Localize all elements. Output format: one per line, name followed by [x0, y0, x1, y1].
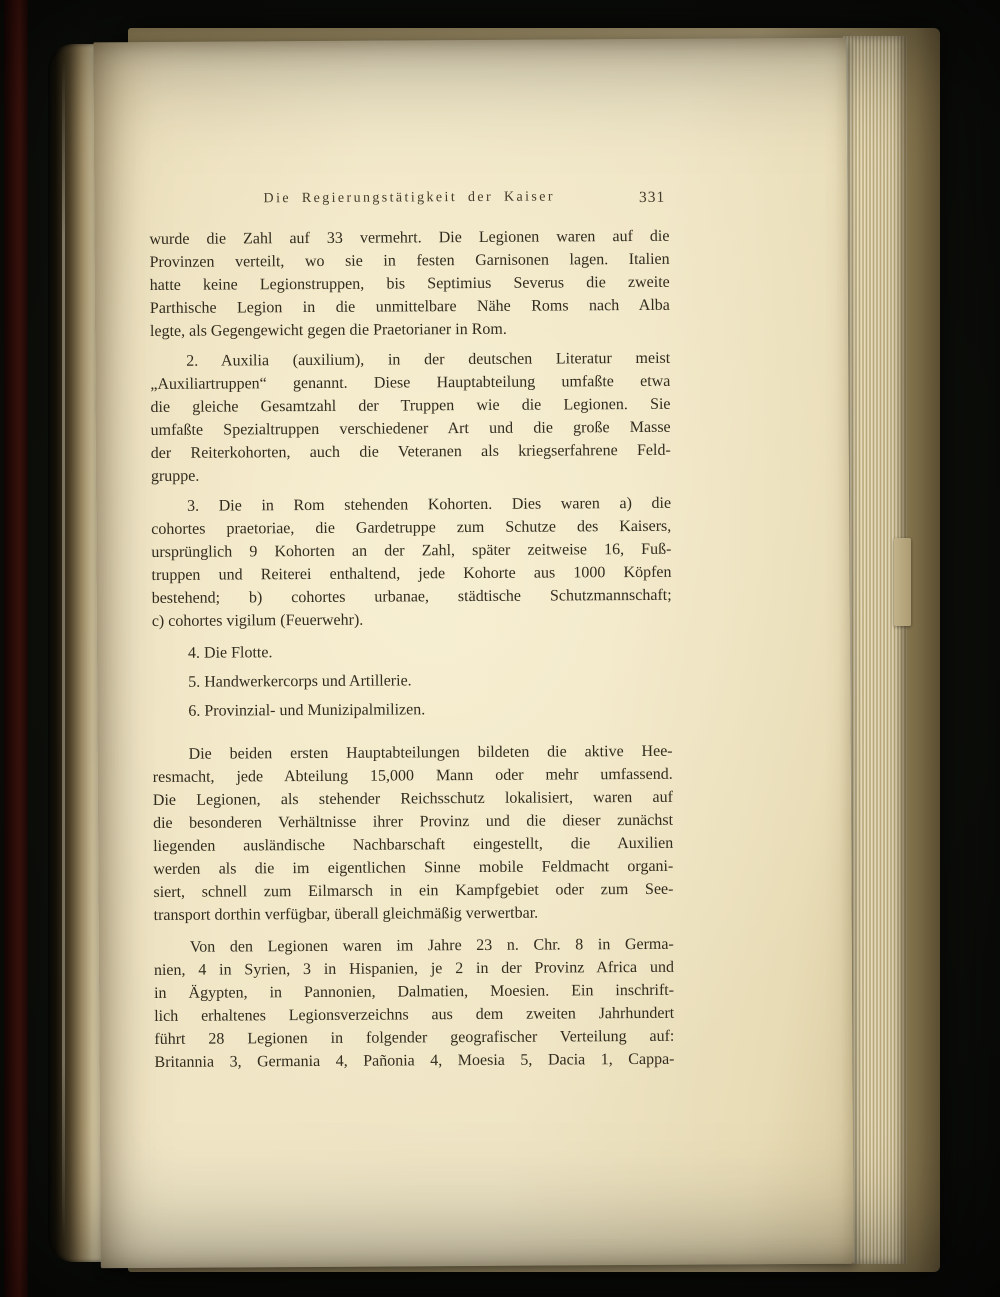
text-line: Provinzen verteilt, wo sie in festen Garnisonen lagen. Italien	[149, 250, 670, 271]
text-line: liegenden ausländische Nachbarschaft eingestellt, die Auxilien	[153, 834, 674, 855]
text-line: Von den Legionen waren im Jahre 23 n. Chr. 8 in Germa-	[189, 935, 674, 956]
page-edge-tab	[894, 538, 911, 626]
book-cover-left-spine	[4, 0, 28, 1297]
paragraph	[152, 639, 672, 665]
text-line: führt 28 Legionen in folgender geografischer Verteilung auf:	[154, 1027, 675, 1048]
text-line: cohortes praetoriae, die Gardetruppe zum Schutze des Kaisers,	[151, 517, 672, 538]
text-line: resmacht, jede Abteilung 15,000 Mann oder mehr umfassend.	[152, 765, 673, 786]
text-line: ursprünglich 9 Kohorten an der Zahl, später zeitweise 16, Fuß-	[151, 540, 672, 561]
paragraph	[154, 933, 675, 1074]
text-line: in Ägypten, in Pannonien, Dalmatien, Moesien. Ein inschrift-	[154, 981, 675, 1002]
text-line: gruppe.	[150, 467, 200, 485]
text-line: Britannia 3, Germania 4, Pañonia 4, Moesia 5, Dacia 1, Cappa-	[154, 1050, 675, 1071]
text-line: legte, als Gegengewicht gegen die Praetorianer in Rom.	[149, 320, 507, 340]
text-line: lich erhaltenes Legionsverzeichns aus dem zweiten Jahrhundert	[154, 1004, 675, 1025]
text-line: der Reiterkohorten, auch die Veteranen als kriegserfahrene Feld-	[150, 441, 671, 462]
text-line: Parthische Legion in die unmittelbare Nähe Roms nach Alba	[149, 296, 670, 317]
text-line: 5. Handwerkercorps und Artillerie.	[188, 672, 412, 691]
page-text	[149, 225, 674, 1074]
paragraph	[152, 697, 672, 723]
book-page	[93, 38, 853, 1269]
text-line: c) cohortes vigilum (Feuerwehr).	[151, 611, 364, 630]
text-line: truppen und Reiterei enthaltend, jede Kohorte aus 1000 Köpfen	[151, 563, 672, 584]
paragraph	[153, 740, 674, 927]
text-line: Die beiden ersten Hauptabteilungen bildeten die aktive Hee-	[188, 742, 673, 763]
text-line: bestehend; b) cohortes urbanae, städtische Schutzmannschaft;	[151, 586, 672, 607]
paragraph	[152, 668, 672, 694]
text-line: hatte keine Legionstruppen, bis Septimius Severus die zweite	[149, 273, 670, 294]
text-line: siert, schnell zum Eilmarsch in ein Kampfgebiet oder zum See-	[153, 880, 674, 901]
paragraph	[150, 347, 671, 488]
text-line: nien, 4 in Syrien, 3 in Hispanien, je 2 in der Provinz Africa und	[153, 958, 674, 979]
text-line: Die Legionen, als stehender Reichsschutz lokalisiert, waren auf	[152, 788, 673, 809]
text-line: die gleiche Gesamtzahl der Truppen wie die Legionen. Sie	[150, 395, 671, 416]
text-line: 2. Auxilia (auxilium), in der deutschen Literatur meist	[186, 349, 671, 370]
text-line: die besonderen Verhältnisse ihrer Provinz und die dieser zunächst	[152, 811, 674, 832]
text-line: 3. Die in Rom stehenden Kohorten. Dies waren a) die	[187, 494, 672, 515]
running-head	[149, 189, 669, 214]
text-line: umfaßte Spezialtruppen verschiedener Art und die große Masse	[150, 418, 671, 439]
text-line: 6. Provinzial- und Munizipalmilizen.	[188, 701, 426, 720]
paragraph	[151, 492, 672, 633]
text-line: transport dorthin verfügbar, überall gleichmäßig verwertbar.	[153, 904, 539, 924]
text-line: „Auxiliartruppen“ genannt. Diese Hauptabteilung umfaßte etwa	[150, 372, 671, 393]
text-line: werden als die im eigentlichen Sinne mobile Feldmacht organi-	[153, 857, 674, 878]
running-title: Die Regierungstätigkeit der Kaiser	[263, 189, 555, 207]
page-number: 331	[638, 188, 666, 206]
left-page-curl-highlight	[62, 60, 65, 1240]
paragraph	[149, 225, 670, 343]
text-line: wurde die Zahl auf 33 vermehrt. Die Legionen waren auf die	[149, 227, 670, 248]
text-line: 4. Die Flotte.	[187, 644, 273, 662]
